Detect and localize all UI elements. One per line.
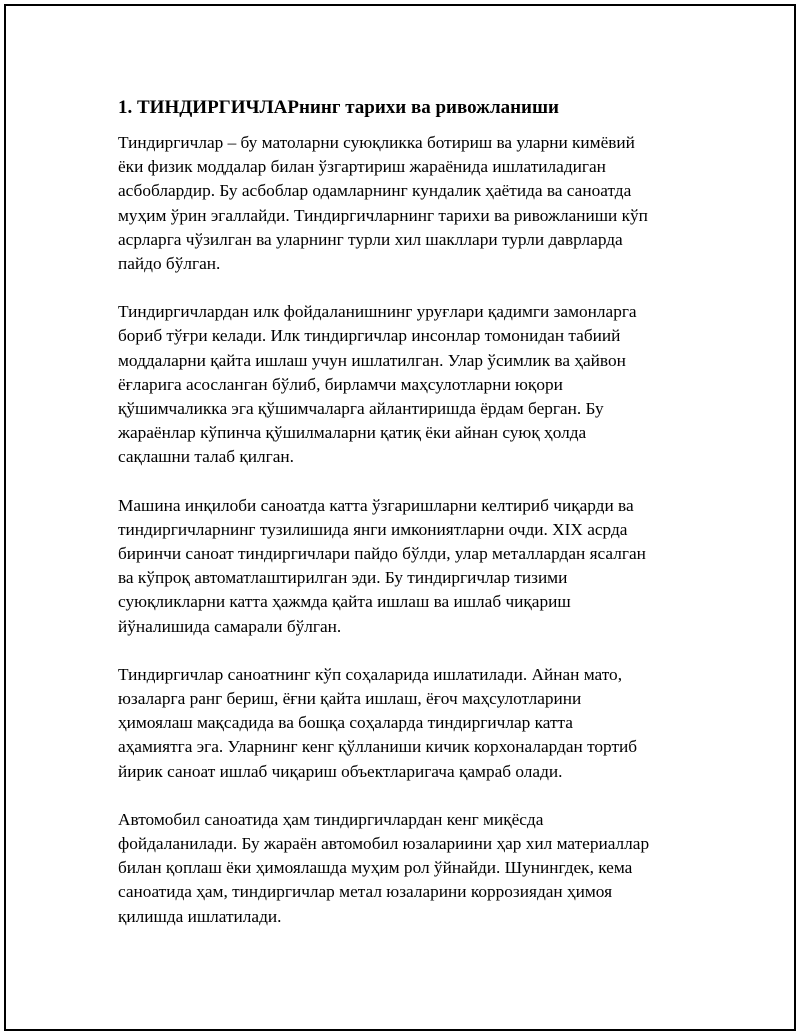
text-line: ҳимоялаш мақсадида ва бошқа соҳаларда тиндиргичлар катта xyxy=(118,713,573,733)
text-line: юзаларга ранг бериш, ёғни қайта ишлаш, ёғоч маҳсулотларини xyxy=(118,689,582,709)
text-line: Машина инқилоби саноатда катта ўзгаришларни келтириб чиқарди ва xyxy=(118,495,634,515)
text-line: саноатида ҳам, тиндиргичлар метал юзаларини коррозиядан ҳимоя xyxy=(118,882,613,902)
text-line: биринчи саноат тиндиргичлари пайдо бўлди, улар металлардан ясалган xyxy=(118,544,646,564)
text-line: бориб тўғри келади. Илк тиндиргичлар инсонлар томонидан табиий xyxy=(118,326,621,346)
text-line: тиндиргичларнинг тузилишида янги имкониятларни очди. XIX асрда xyxy=(118,519,628,539)
text-line: йўналишида самарали бўлган. xyxy=(118,616,342,636)
text-line: асбоблардир. Бу асбоблар одамларнинг кундалик ҳаётида ва саноатда xyxy=(118,181,632,201)
text-line: Тиндиргичлардан илк фойдаланишнинг уруғлари қадимги замонларга xyxy=(118,302,637,322)
paragraph-5 xyxy=(118,808,693,929)
text-line: қилишда ишлатилади. xyxy=(118,906,282,926)
text-line: моддаларни қайта ишлаш учун ишлатилган. Улар ўсимлик ва ҳайвон xyxy=(118,350,626,370)
paragraph-4 xyxy=(118,663,693,784)
section-heading: 1. ТИНДИРГИЧЛАРнинг тарихи ва ривожланиши xyxy=(118,97,559,118)
text-line: Тиндиргичлар – бу матоларни суюқликка ботириш ва уларни кимёвий xyxy=(118,133,635,152)
text-line: билан қоплаш ёки ҳимоялашда муҳим рол ўйнайди. Шунингдек, кема xyxy=(118,858,633,878)
document-body xyxy=(118,95,693,953)
text-line: муҳим ўрин эгаллайди. Тиндиргичларнинг тарихи ва ривожланиши кўп xyxy=(118,205,648,225)
text-line: жараёнлар кўпинча қўшилмаларни қатиқ ёки айнан суюқ ҳолда xyxy=(118,423,587,443)
text-line: асрларга чўзилган ва уларнинг турли хил шакллари турли даврларда xyxy=(118,229,623,249)
text-line: Тиндиргичлар саноатнинг кўп соҳаларида ишлатилади. Айнан мато, xyxy=(118,664,623,684)
paragraph-3 xyxy=(118,494,693,639)
text-line: фойдаланилади. Бу жараён автомобил юзалариини ҳар хил материаллар xyxy=(118,834,650,854)
text-line: Автомобил саноатида ҳам тиндиргичлардан кенг миқёсда xyxy=(118,809,544,829)
text-line: қўшимчаликка эга қўшимчаларга айлантиришда ёрдам берган. Бу xyxy=(118,399,604,419)
text-line: аҳамиятга эга. Уларнинг кенг қўлланиши кичик корхоналардан тортиб xyxy=(118,737,638,757)
text-line: сақлашни талаб қилган. xyxy=(118,447,294,467)
text-line: ёки физик моддалар билан ўзгартириш жараёнида ишлатиладиган xyxy=(118,157,606,177)
paragraph-2 xyxy=(118,300,693,469)
text-line: йирик саноат ишлаб чиқариш объектларигача қамраб олади. xyxy=(118,761,563,781)
text-line: суюқликларни катта ҳажмда қайта ишлаш ва ишлаб чиқариш xyxy=(118,592,571,612)
text-line: ёғларига асосланган бўлиб, бирламчи маҳсулотларни юқори xyxy=(118,374,563,394)
text-line: ва кўпроқ автоматлаштирилган эди. Бу тиндиргичлар тизими xyxy=(118,568,568,588)
paragraph-1 xyxy=(118,131,693,276)
text-line: пайдо бўлган. xyxy=(118,254,221,274)
